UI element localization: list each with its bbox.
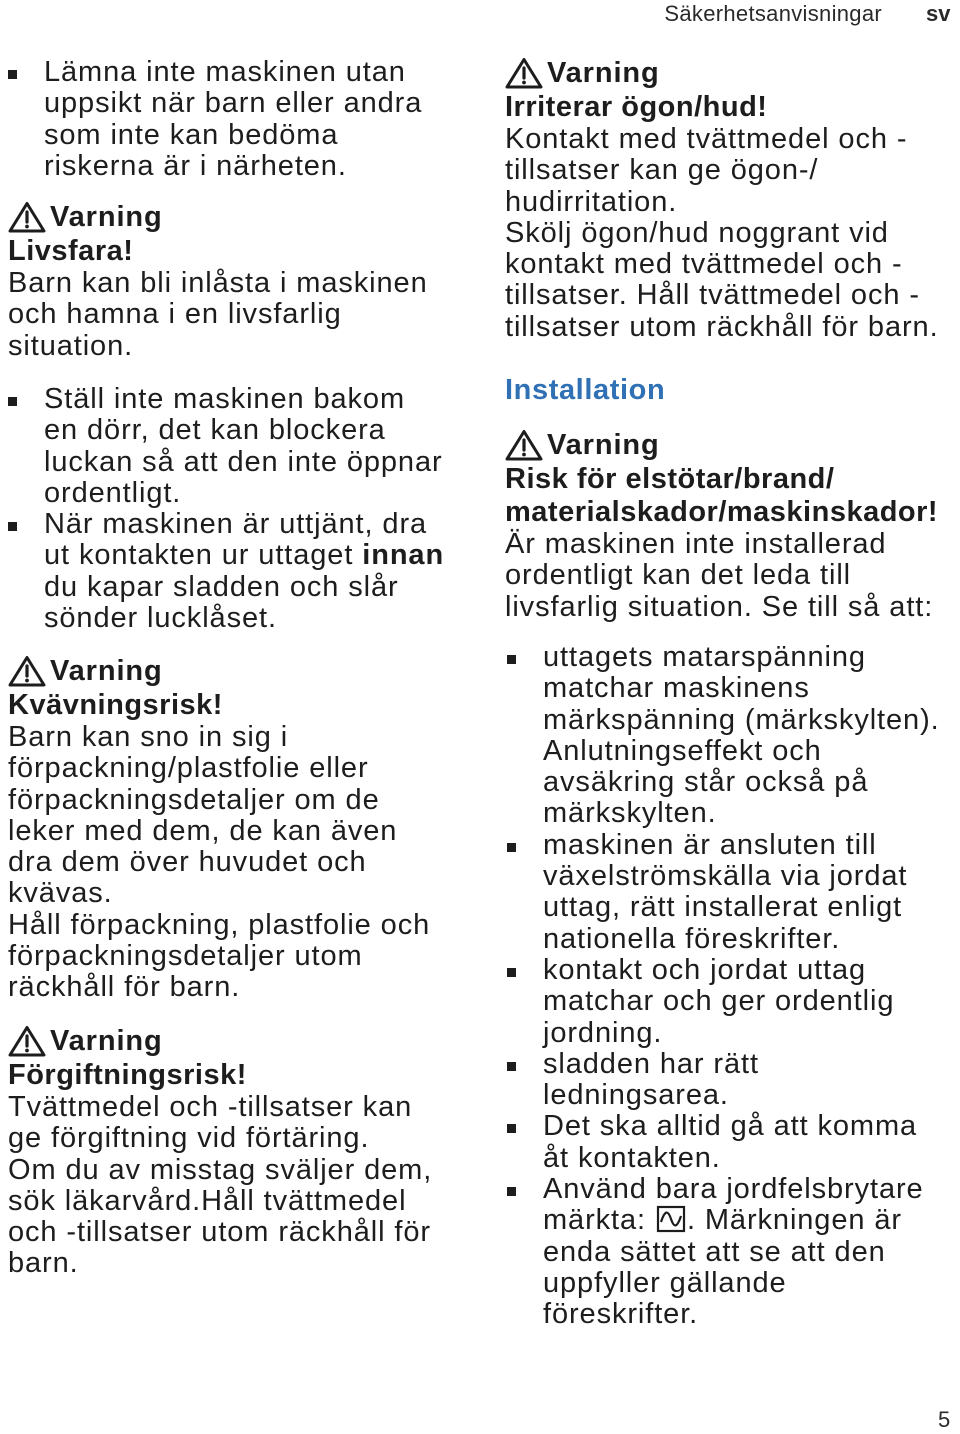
warning-label: Varning [547, 428, 660, 461]
text-line: nationella föreskrifter. [543, 922, 841, 955]
text-line: Lämna inte maskinen utan [44, 56, 406, 88]
bullet-square-icon [507, 968, 516, 977]
text-line: matchar och ger ordentlig [543, 985, 895, 1018]
text-line: sök läkarvård.Håll tvättmedel [8, 1184, 407, 1217]
text-line: kvävas. [8, 877, 113, 910]
text-line: ledningsarea. [543, 1079, 729, 1112]
text-line: märkspänning (märkskylten). [543, 703, 940, 736]
warning-label-row [505, 55, 957, 91]
text-line: situation. [8, 329, 134, 362]
text-line: maskinen är ansluten till [543, 828, 877, 861]
page-number: 5 [938, 1407, 951, 1432]
text-line: Det ska alltid gå att komma [543, 1110, 918, 1143]
warning-irritation [505, 55, 957, 343]
text-line: du kapar sladden och slår [44, 570, 399, 603]
warning-title: materialskador/maskinskador! [505, 496, 939, 528]
bullet-list-supervision [8, 57, 463, 182]
warning-title: Kvävningsrisk! [8, 689, 223, 721]
text-line: Skölj ögon/hud noggrant vid [505, 216, 889, 249]
text-line: ordentligt. [44, 476, 182, 509]
rcd-symbol-icon [656, 1205, 686, 1233]
warning-label: Varning [50, 200, 163, 233]
text-line: en dörr, det kan blockera [44, 414, 386, 447]
warning-title: Irriterar ögon/hud! [505, 91, 768, 123]
warning-forgiftningsrisk [8, 1023, 463, 1280]
text-line: förpackning/plastfolie eller [8, 752, 369, 785]
text-line: och hamna i en livsfarlig [8, 298, 342, 331]
bullet-square-icon [507, 1124, 516, 1133]
text-line: Är maskinen inte installerad [505, 528, 887, 560]
text-segment: ut kontakten ur uttaget [44, 539, 363, 572]
warning-electric-shock [505, 427, 957, 623]
list-item [505, 955, 957, 1049]
text-line: sönder lucklåset. [44, 602, 277, 635]
text-line: förpackningsdetaljer om de [8, 783, 380, 816]
bullet-square-icon [8, 522, 17, 531]
text-line: ge förgiftning vid förtäring. [8, 1122, 370, 1155]
text-segment: märkta: [543, 1204, 655, 1237]
text-line: ordentligt kan det leda till [505, 559, 852, 592]
text-line: leker med dem, de kan även [8, 814, 398, 847]
text-line: och -tillsatser utom räckhåll för [8, 1216, 431, 1249]
text-line: barn. [8, 1247, 79, 1280]
bullet-square-icon [507, 843, 516, 852]
text-line: förpackningsdetaljer utom [8, 940, 363, 973]
bullet-square-icon [507, 655, 516, 664]
text-line: kontakt med tvättmedel och - [505, 248, 903, 281]
text-line: Håll förpackning, plastfolie och [8, 908, 431, 941]
warning-title: Livsfara! [8, 235, 134, 267]
text-line [543, 1205, 957, 1236]
text-line: tillsatser utom räckhåll för barn. [505, 310, 939, 343]
warning-label-row [8, 653, 463, 689]
text-line: åt kontakten. [543, 1141, 721, 1174]
text-line: kontakt och jordat uttag [543, 953, 867, 986]
list-item [505, 1111, 957, 1174]
warning-triangle-icon [505, 429, 543, 461]
text-line: enda sättet att se att den [543, 1235, 886, 1268]
text-line: Tvättmedel och -tillsatser kan [8, 1091, 413, 1123]
warning-triangle-icon [8, 655, 46, 687]
text-line: sladden har rätt [543, 1047, 759, 1080]
text-line: hudirritation. [505, 185, 678, 218]
text-line: livsfarlig situation. Se till så att: [505, 590, 934, 623]
text-line: som inte kan bedöma [44, 118, 339, 151]
text-line: dra dem över huvudet och [8, 846, 367, 879]
text-line: Kontakt med tvättmedel och - [505, 123, 908, 155]
text-line [44, 540, 463, 571]
warning-label: Varning [50, 654, 163, 687]
text-line: uttagets matarspänning [543, 641, 866, 673]
warning-triangle-icon [8, 1025, 46, 1057]
warning-triangle-icon [8, 201, 46, 233]
bullet-square-icon [507, 1062, 516, 1071]
warning-label-row [505, 427, 957, 463]
text-line: Barn kan bli inlåsta i maskinen [8, 267, 428, 299]
language-code: sv [926, 1, 951, 26]
section-header: Säkerhetsanvisningar [664, 1, 882, 26]
emphasis-text: innan [362, 539, 445, 572]
text-line: uttag, rätt installerat enligt [543, 891, 903, 924]
warning-label: Varning [50, 1024, 163, 1057]
text-line: tillsatser. Håll tvättmedel och - [505, 279, 920, 312]
warning-label: Varning [547, 56, 660, 89]
text-line: jordning. [543, 1016, 663, 1049]
text-line: räckhåll för barn. [8, 971, 241, 1004]
list-item [8, 57, 463, 182]
warning-livsfara [8, 199, 463, 362]
text-line: tillsatser kan ge ögon-/ [505, 154, 819, 187]
text-line: Om du av misstag sväljer dem, [8, 1153, 433, 1186]
bullet-square-icon [8, 397, 17, 406]
text-line: föreskrifter. [543, 1298, 699, 1331]
section-heading-installation: Installation [505, 374, 666, 406]
warning-label-row [8, 1023, 463, 1059]
text-line: avsäkring står också på [543, 766, 869, 799]
bullet-list-installation [505, 642, 957, 1331]
text-line: När maskinen är uttjänt, dra [44, 508, 428, 541]
list-item [8, 509, 463, 634]
text-line: Barn kan sno in sig i [8, 721, 289, 753]
text-line: märkskylten. [543, 797, 717, 830]
bullet-square-icon [8, 70, 17, 79]
text-segment: . Märkningen är [686, 1204, 902, 1237]
warning-triangle-icon [505, 57, 543, 89]
text-line: Anlutningseffekt och [543, 734, 822, 767]
warning-kvavningsrisk [8, 653, 463, 1004]
list-item [505, 1049, 957, 1112]
list-item [505, 1174, 957, 1330]
list-item [505, 642, 957, 830]
text-line: luckan så att den inte öppnar [44, 445, 443, 478]
bullet-square-icon [507, 1187, 516, 1196]
text-line: växelströmskälla via jordat [543, 860, 908, 893]
text-line: riskerna är i närheten. [44, 149, 347, 182]
text-line: Använd bara jordfelsbrytare [543, 1173, 924, 1206]
text-line: uppsikt när barn eller andra [44, 87, 423, 120]
warning-title: Risk för elstötar/brand/ [505, 463, 835, 495]
list-item [8, 384, 463, 509]
text-line: uppfyller gällande [543, 1266, 787, 1299]
text-line: matchar maskinens [543, 672, 810, 705]
warning-label-row [8, 199, 463, 235]
bullet-list-placement [8, 384, 463, 634]
list-item [505, 830, 957, 955]
warning-title: Förgiftningsrisk! [8, 1059, 247, 1091]
text-line: Ställ inte maskinen bakom [44, 383, 405, 415]
